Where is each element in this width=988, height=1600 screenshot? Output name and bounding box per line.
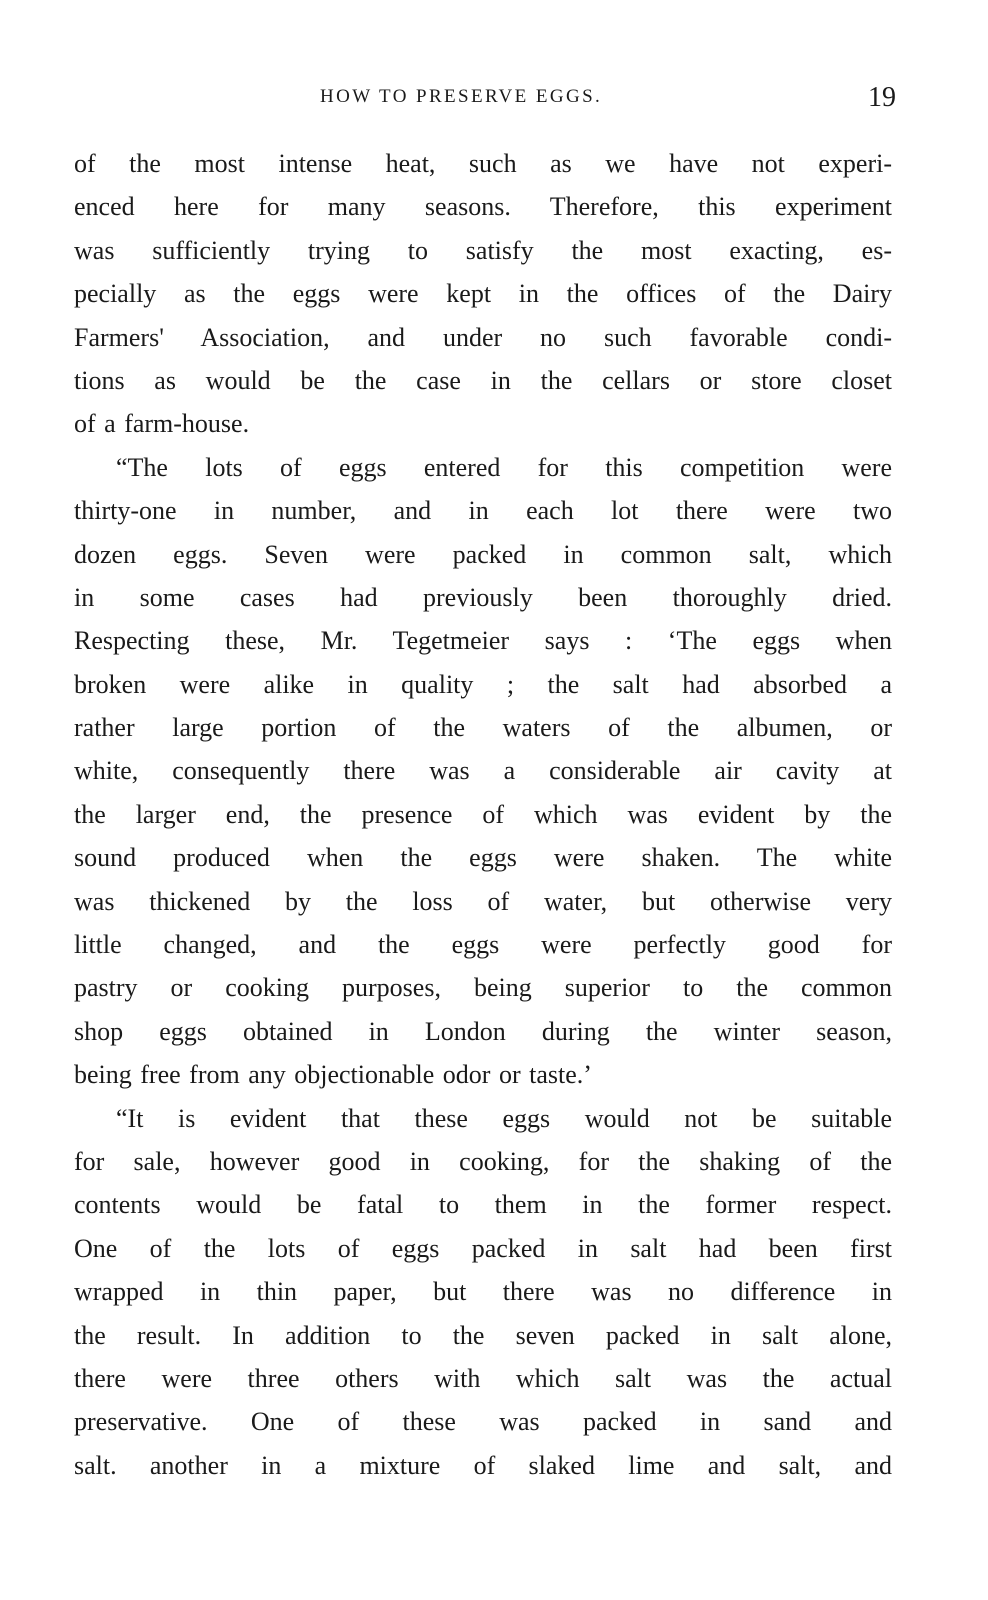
text-line: rather large portion of the waters of the albumen, or <box>74 713 892 743</box>
text-line: the larger end, the presence of which was evident by the <box>74 799 892 829</box>
text-line: being free from any objectionable odor or taste.’ <box>74 1060 592 1090</box>
page-number: 19 <box>868 82 896 113</box>
text-line: the result. In addition to the seven packed in salt alone, <box>74 1320 892 1350</box>
text-line: contents would be fatal to them in the former respect. <box>74 1190 892 1220</box>
text-line: wrapped in thin paper, but there was no difference in <box>74 1277 892 1307</box>
text-line: Respecting these, Mr. Tegetmeier says : ‘The eggs when <box>74 626 892 656</box>
text-line: salt. another in a mixture of slaked lime and salt, and <box>74 1450 892 1480</box>
body-text <box>74 142 892 1487</box>
paragraph-start-line: “It is evident that these eggs would not be suitable <box>116 1103 892 1133</box>
paragraph-start-line: “The lots of eggs entered for this competition were <box>116 452 892 482</box>
text-line: enced here for many seasons. Therefore, this experiment <box>74 192 892 222</box>
text-line: little changed, and the eggs were perfectly good for <box>74 930 892 960</box>
text-line: was thickened by the loss of water, but otherwise very <box>74 886 892 916</box>
text-line: One of the lots of eggs packed in salt had been first <box>74 1233 892 1263</box>
text-line: was sufficiently trying to satisfy the most exacting, es- <box>74 235 892 265</box>
text-line: in some cases had previously been thoroughly dried. <box>74 582 892 612</box>
text-line: dozen eggs. Seven were packed in common salt, which <box>74 539 892 569</box>
text-line: pecially as the eggs were kept in the offices of the Dairy <box>74 279 892 309</box>
text-line: pastry or cooking purposes, being superior to the common <box>74 973 892 1003</box>
text-line: tions as would be the case in the cellars or store closet <box>74 365 892 395</box>
text-line: shop eggs obtained in London during the winter season, <box>74 1016 892 1046</box>
running-title: HOW TO PRESERVE EGGS. <box>320 86 603 107</box>
text-line: sound produced when the eggs were shaken. The white <box>74 843 892 873</box>
text-line: Farmers' Association, and under no such favorable condi- <box>74 322 892 352</box>
text-line: broken were alike in quality ; the salt had absorbed a <box>74 669 892 699</box>
running-head <box>0 82 988 116</box>
text-line: of a farm-house. <box>74 409 250 439</box>
text-line: preservative. One of these was packed in sand and <box>74 1407 892 1437</box>
text-line: of the most intense heat, such as we have not experi- <box>74 149 892 178</box>
text-line: white, consequently there was a considerable air cavity at <box>74 756 892 786</box>
text-line: thirty-one in number, and in each lot there were two <box>74 496 892 526</box>
text-line: there were three others with which salt was the actual <box>74 1363 892 1393</box>
text-line: for sale, however good in cooking, for the shaking of the <box>74 1146 892 1176</box>
